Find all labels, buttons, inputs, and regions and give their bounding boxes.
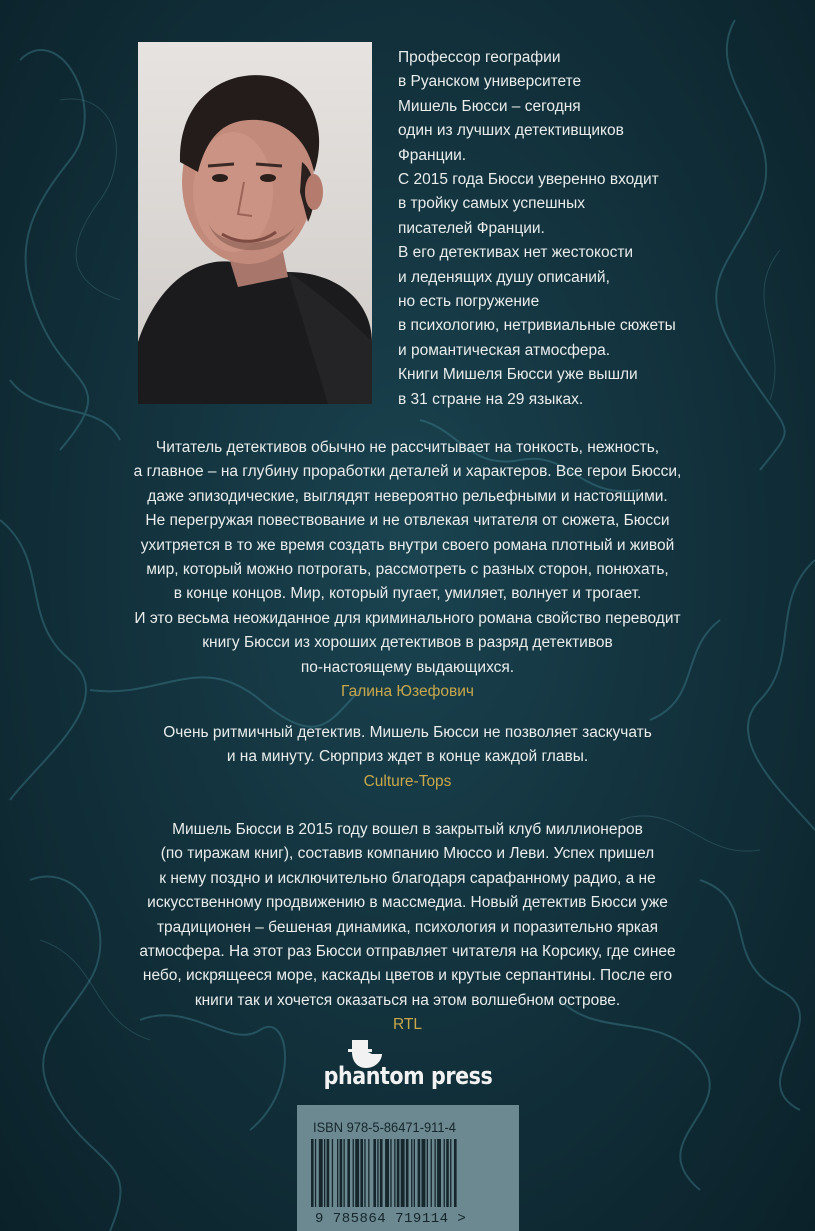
author-photo — [138, 42, 372, 404]
review-line: Не перегружая повествование и не отвлекая читателя от сюжета, Бюсси — [145, 512, 670, 530]
bio-line: писателей Франции. — [398, 219, 545, 237]
bio-line: С 2015 года Бюсси уверенно входит — [398, 171, 659, 189]
review-line: небо, искрящееся море, каскады цветов и крутые серпантины. После его — [142, 967, 673, 985]
review-line: (по тиражам книг), составив компанию Мюссо и Леви. Успех пришел — [160, 845, 655, 863]
barcode-panel — [297, 1105, 519, 1231]
review-attribution: Галина Юзефович — [341, 683, 474, 701]
bio-line: но есть погружение — [398, 293, 540, 311]
review-line: к нему поздно и исключительно благодаря сарафанному радио, а не — [159, 869, 656, 887]
barcode-digits: 9 785864 719114 > — [315, 1211, 467, 1227]
review-line: Мишель Бюсси в 2015 году вошел в закрытый клуб миллионеров — [172, 821, 643, 838]
review-line: атмосфера. На этот раз Бюсси отправляет читателя на Корсику, где синее — [139, 943, 676, 961]
review-line: даже эпизодические, выглядят невероятно рельефными и настоящими. — [147, 487, 668, 505]
publisher-logo — [308, 1040, 508, 1100]
review-attribution: Culture-Tops — [363, 772, 452, 790]
bio-line: и леденящих душу описаний, — [398, 268, 610, 286]
review-line: в конце концов. Мир, который пугает, умиляет, волнует и трогает. — [173, 585, 642, 603]
bio-line: в Руанском университете — [398, 73, 582, 91]
barcode-icon — [311, 1139, 505, 1209]
bio-line: в психологию, нетривиальные сюжеты — [398, 317, 676, 335]
review-line: книги так и хочется оказаться на этом волшебном острове. — [194, 991, 621, 1009]
review-line: мир, который можно потрогать, рассмотреть с разных сторон, понюхать, — [146, 561, 669, 579]
bio-line: В его детективах нет жестокости — [398, 244, 634, 262]
bio-line: в 31 стране на 29 языках. — [398, 390, 584, 408]
bio-line: Франции. — [398, 146, 467, 164]
author-bio — [398, 46, 728, 412]
bio-line: Профессор географии — [398, 49, 561, 66]
review-line: искусственному продвижению в массмедиа. Новый детектив Бюсси уже — [147, 894, 668, 912]
isbn-label: ISBN 978-5-86471-911-4 — [313, 1119, 456, 1135]
publisher-name: phantom press — [323, 1062, 493, 1090]
review-line: Очень ритмичный детектив. Мишель Бюсси не позволяет заскучать — [163, 724, 652, 741]
review-yuzefovich — [60, 436, 755, 704]
review-line: книгу Бюсси из хороших детективов в разряд детективов — [202, 634, 613, 652]
review-culture-tops — [60, 721, 755, 794]
review-line: по-настоящему выдающихся. — [300, 658, 515, 676]
review-rtl — [60, 818, 755, 1038]
review-line: а главное – на глубину проработки деталей и характеров. Все герои Бюсси, — [133, 463, 682, 481]
bio-line: Мишель Бюсси – сегодня — [398, 97, 581, 115]
review-line: и на минуту. Сюрприз ждет в конце каждой главы. — [226, 748, 589, 766]
review-line: Читатель детективов обычно не рассчитывает на тонкость, нежность, — [155, 439, 660, 456]
review-attribution: RTL — [392, 1016, 422, 1034]
review-line: ухитряется в то же время создать внутри своего романа плотный и живой — [140, 536, 675, 554]
bio-line: Книги Мишеля Бюсси уже вышли — [398, 366, 638, 384]
bio-line: один из лучших детективщиков — [398, 122, 624, 140]
bio-line: в тройку самых успешных — [398, 195, 585, 213]
review-line: традиционен – бешеная динамика, психология и поразительно яркая — [156, 918, 659, 936]
review-line: И это весьма неожиданное для криминального романа свойство переводит — [134, 609, 681, 627]
bio-line: и романтическая атмосфера. — [398, 341, 611, 359]
